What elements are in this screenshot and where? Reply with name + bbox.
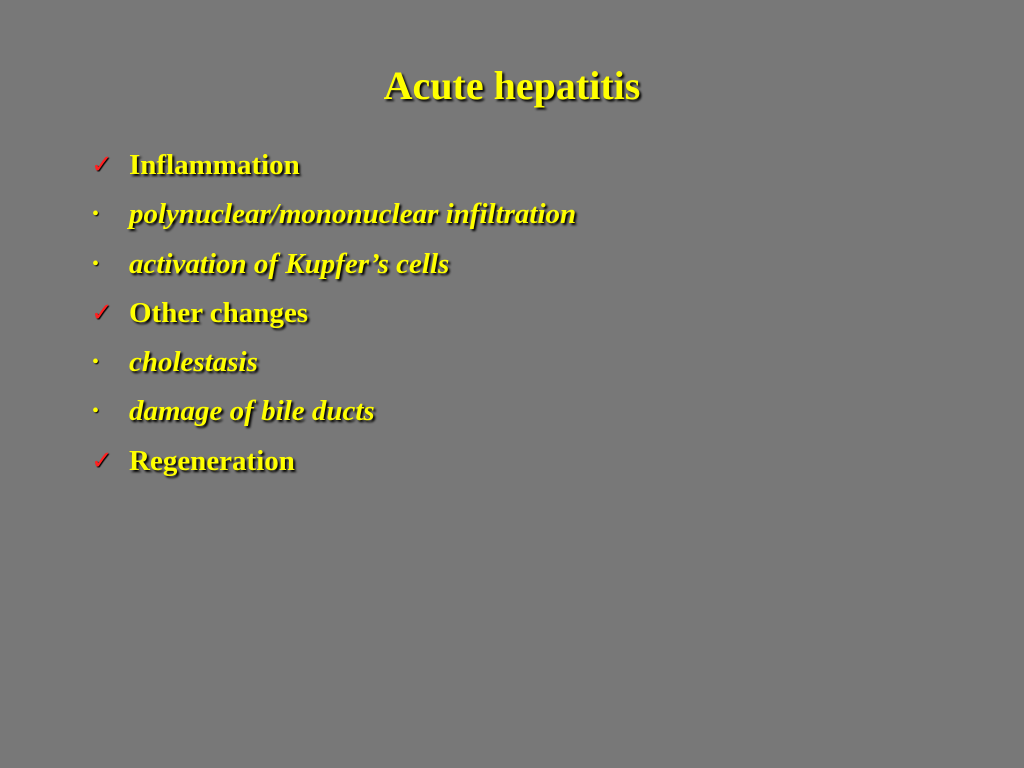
- list-item-bile-ducts: [0, 389, 1024, 438]
- list-item-kupfer-cells: [0, 242, 1024, 291]
- list-item-other-changes: [0, 291, 1024, 340]
- list-item-text: cholestasis: [129, 346, 258, 379]
- bullet-icon: •: [92, 351, 100, 374]
- list-item-text: Regeneration: [129, 444, 295, 477]
- slide-title: Acute hepatitis: [383, 63, 641, 108]
- bullet-icon: •: [92, 252, 100, 275]
- list-item-text: polynuclear/mononuclear infiltration: [129, 198, 577, 231]
- check-icon: ✓: [91, 445, 113, 475]
- check-icon: ✓: [91, 150, 113, 179]
- list-item-text: activation of Kupfer’s cells: [129, 247, 450, 280]
- check-icon: ✓: [91, 297, 113, 327]
- list-item-text: damage of bile ducts: [129, 395, 375, 428]
- bullet-icon: •: [92, 203, 100, 226]
- bullet-icon: •: [92, 400, 100, 423]
- list-item-cholestasis: [0, 340, 1024, 389]
- bullet-list: [0, 143, 1024, 488]
- list-item-regeneration: [0, 439, 1024, 488]
- list-item-inflammation: [0, 143, 1024, 192]
- list-item-text: Inflammation: [129, 149, 300, 181]
- list-item-text: Other changes: [129, 296, 309, 329]
- list-item-infiltration: [0, 192, 1024, 241]
